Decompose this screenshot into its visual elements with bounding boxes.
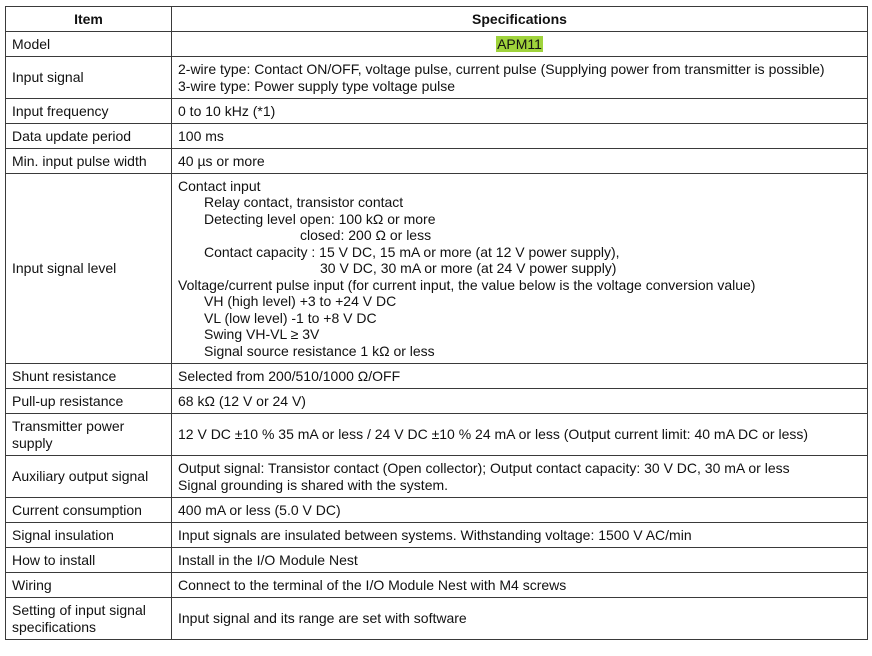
spec-line: Swing VH-VL ≥ 3V [204,326,320,343]
item-data-update-period: Data update period [6,124,172,149]
table-row [6,414,868,456]
spec-line: Relay contact, transistor contact [204,194,404,211]
header-item: Item [6,7,172,32]
spec-line: Contact capacity : 15 V DC, 15 mA or more (at 12 V power supply), [204,243,620,260]
table-row [6,32,868,57]
spec-line: Detecting level open: 100 kΩ or more [204,210,436,227]
table-row [6,149,868,174]
spec-line: closed: 200 Ω or less [300,227,432,244]
spec-signal-insulation: Input signals are insulated between systems. Withstanding voltage: 1500 V AC/min [172,523,868,548]
specifications-table [5,6,868,640]
table-row [6,364,868,389]
item-shunt-resistance: Shunt resistance [6,364,172,389]
spec-line: 30 V DC, 30 mA or more (at 24 V power supply) [320,260,617,277]
spec-shunt-resistance: Selected from 200/510/1000 Ω/OFF [172,364,868,389]
table-row [6,548,868,573]
item-input-frequency: Input frequency [6,99,172,124]
spec-input-frequency: 0 to 10 kHz (*1) [172,99,868,124]
item-input-signal-level: Input signal level [6,174,172,364]
spec-line: VL (low level) -1 to +8 V DC [204,309,377,326]
spec-model-cell [172,32,868,57]
spec-line: Signal grounding is shared with the system. [178,476,449,493]
item-input-signal: Input signal [6,57,172,99]
table-row [6,174,868,364]
item-transmitter-power-supply: Transmitter power supply [6,414,172,456]
table-header-row [6,7,868,32]
spec-min-input-pulse-width: 40 µs or more [172,149,868,174]
spec-input-signal-level [172,174,868,364]
table-row [6,573,868,598]
spec-line: Signal source resistance 1 kΩ or less [204,342,435,359]
spec-auxiliary-output-signal [172,456,868,498]
spec-input-signal [172,57,868,99]
spec-transmitter-power-supply: 12 V DC ±10 % 35 mA or less / 24 V DC ±10 % 24 mA or less (Output current limit: 40 mA DC or less) [172,414,868,456]
spec-data-update-period: 100 ms [172,124,868,149]
spec-line: Output signal: Transistor contact (Open collector); Output contact capacity: 30 V DC, 30 mA or less [178,460,790,476]
item-auxiliary-output-signal: Auxiliary output signal [6,456,172,498]
table-row [6,124,868,149]
table-row [6,99,868,124]
spec-pullup-resistance: 68 kΩ (12 V or 24 V) [172,389,868,414]
spec-line: VH (high level) +3 to +24 V DC [204,293,397,310]
table-row [6,523,868,548]
item-how-to-install: How to install [6,548,172,573]
table-row [6,456,868,498]
spec-line: 3-wire type: Power supply type voltage pulse [178,77,456,94]
item-pullup-resistance: Pull-up resistance [6,389,172,414]
table-row [6,498,868,523]
spec-how-to-install: Install in the I/O Module Nest [172,548,868,573]
spec-wiring: Connect to the terminal of the I/O Module Nest with M4 screws [172,573,868,598]
item-current-consumption: Current consumption [6,498,172,523]
spec-current-consumption: 400 mA or less (5.0 V DC) [172,498,868,523]
item-signal-insulation: Signal insulation [6,523,172,548]
header-specifications: Specifications [172,7,868,32]
table-row [6,57,868,99]
spec-line: Voltage/current pulse input (for current input, the value below is the voltage conversion value) [178,276,756,293]
spec-line: 2-wire type: Contact ON/OFF, voltage pulse, current pulse (Supplying power from transmitter is possible) [178,61,825,77]
item-wiring: Wiring [6,573,172,598]
spec-line: Contact input [178,177,261,194]
item-min-input-pulse-width: Min. input pulse width [6,149,172,174]
item-setting-input-signal-specs: Setting of input signal specifications [6,598,172,640]
table-row [6,598,868,640]
spec-model: APM11 [497,35,542,52]
spec-setting-input-signal-specs: Input signal and its range are set with software [172,598,868,640]
item-model: Model [6,32,172,57]
table-row [6,389,868,414]
